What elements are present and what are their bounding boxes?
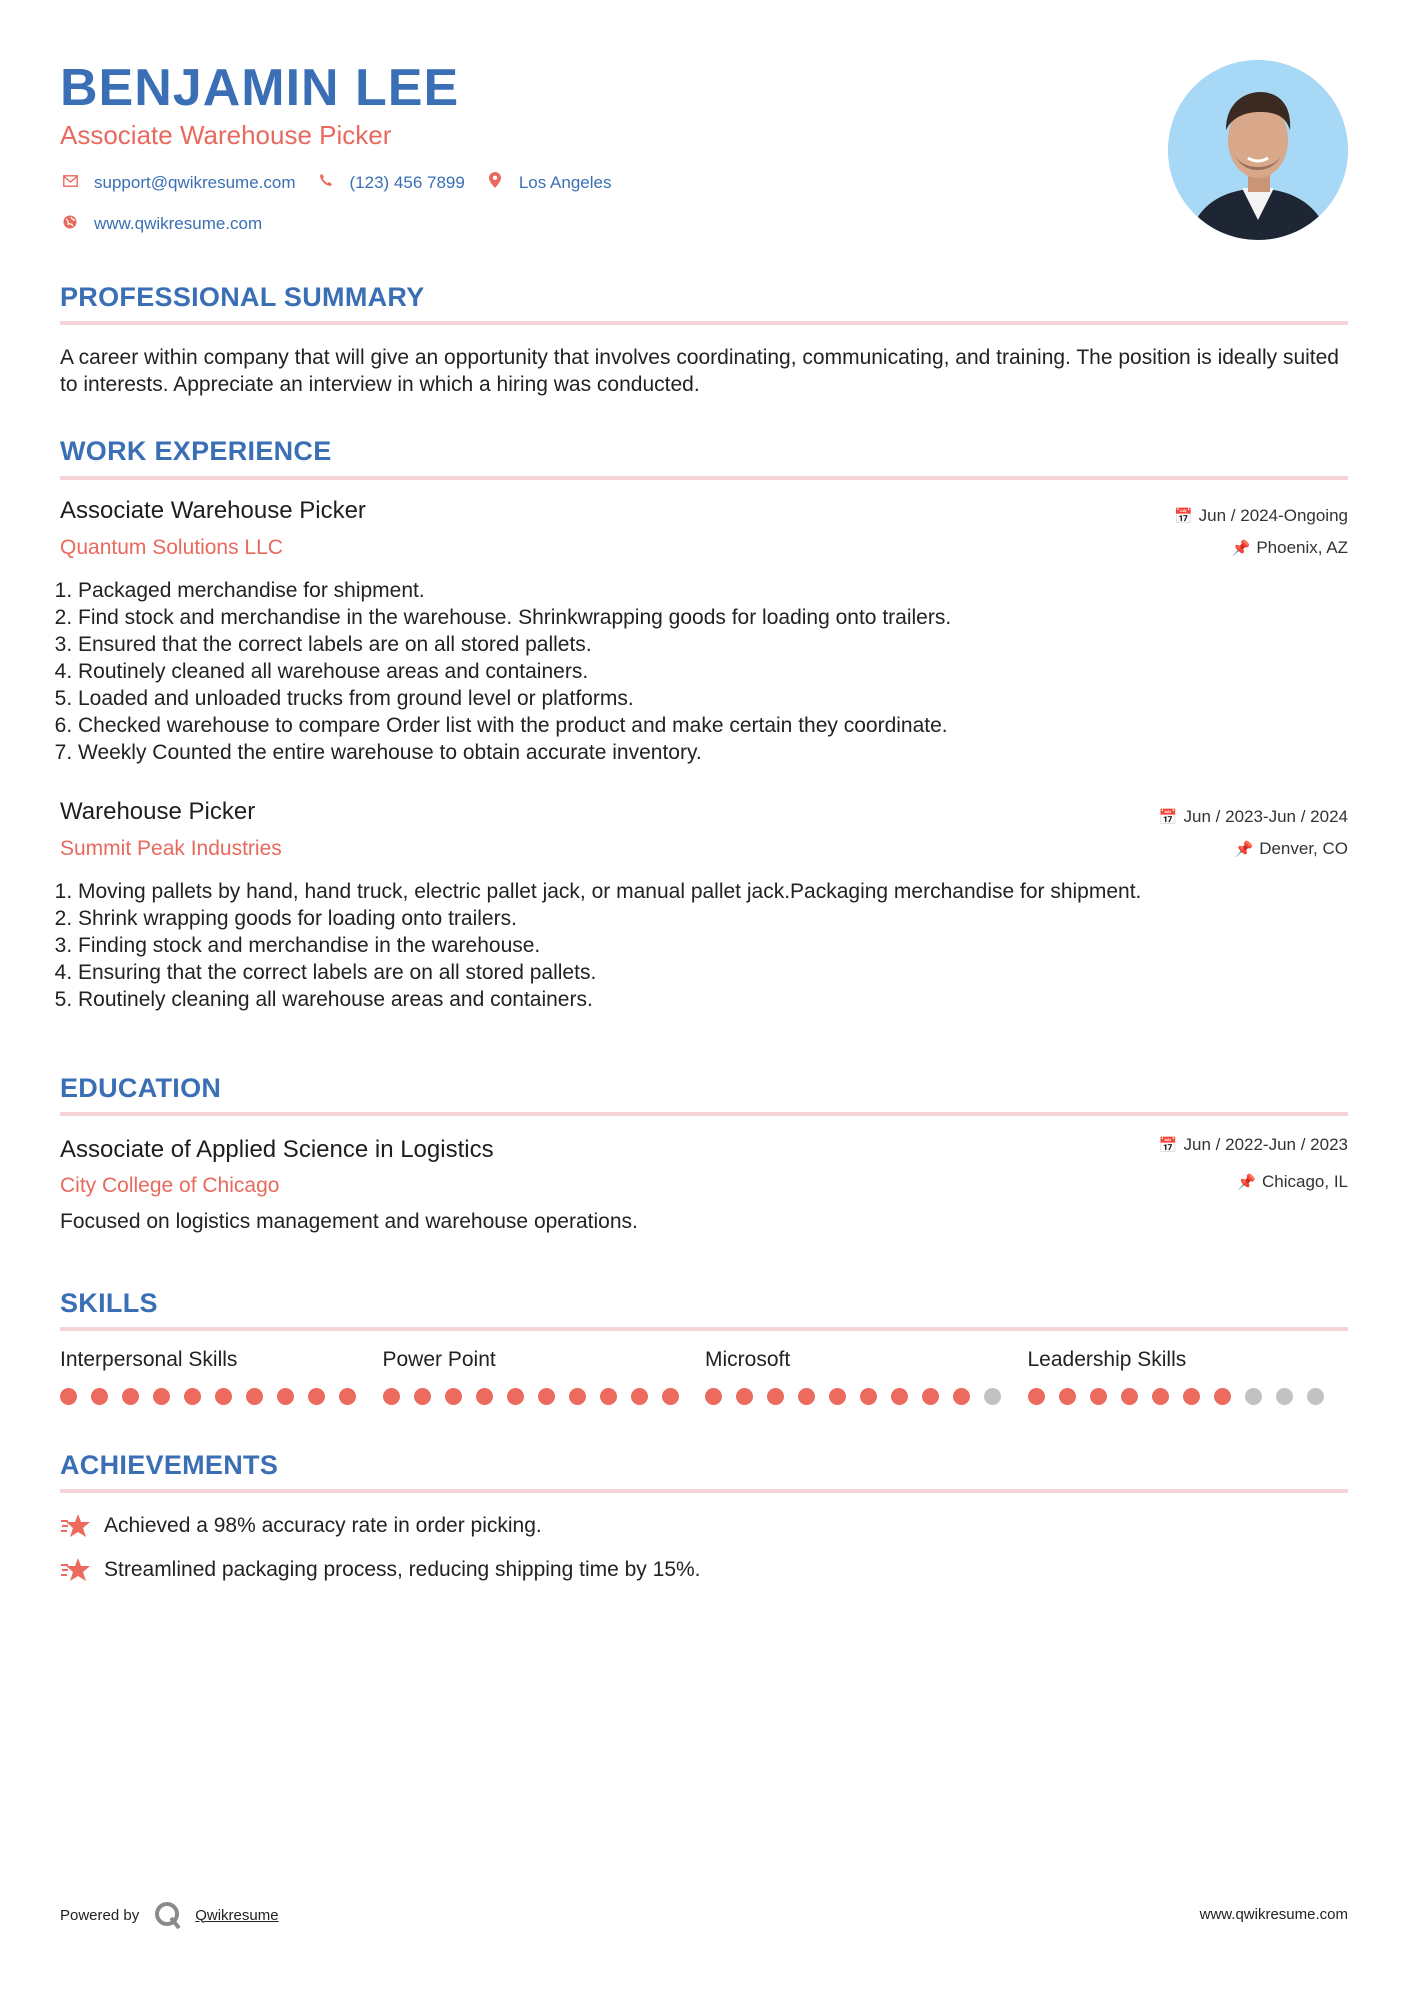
list-item: 7. Weekly Counted the entire warehouse to obtain accurate inventory.: [78, 739, 1368, 766]
education-location: [1237, 1172, 1348, 1192]
skill-item: [705, 1348, 1028, 1405]
rating-dot-filled: [538, 1388, 555, 1405]
achievement-text: Streamlined packaging process, reducing shipping time by 15%.: [104, 1558, 701, 1581]
website-text: www.qwikresume.com: [94, 214, 263, 233]
phone-text: (123) 456 7899: [349, 172, 465, 192]
rating-dot-empty: [984, 1388, 1001, 1405]
phone-icon: [316, 173, 336, 192]
skill-name: Microsoft: [705, 1348, 791, 1371]
powered-by-label: Powered by: [60, 1906, 140, 1924]
list-item: 3. Ensured that the correct labels are on all stored pallets.: [78, 631, 1368, 658]
skills-list: [60, 1348, 1350, 1405]
skill-rating: [60, 1388, 383, 1405]
list-item: 1. Moving pallets by hand, hand truck, electric pallet jack, or manual pallet jack.Packaging merchandise for shipment.: [78, 878, 1368, 905]
rating-dot-filled: [891, 1388, 908, 1405]
pushpin-icon: 📌: [1234, 841, 1254, 858]
job-2-location-text: Denver, CO: [1259, 839, 1348, 858]
rating-dot-filled: [953, 1388, 970, 1405]
footer-powered-by: [60, 1900, 279, 1930]
rating-dot-filled: [339, 1388, 356, 1405]
globe-icon: [60, 215, 80, 234]
achievements-divider: [60, 1489, 1348, 1493]
job-2-title: Warehouse Picker: [60, 798, 256, 825]
skill-rating: [1028, 1388, 1351, 1405]
list-item: 3. Finding stock and merchandise in the warehouse.: [78, 932, 1368, 959]
calendar-icon: 📅: [1158, 1137, 1178, 1154]
list-item: 2. Shrink wrapping goods for loading onto trailers.: [78, 905, 1368, 932]
rating-dot-filled: [414, 1388, 431, 1405]
job-1-dates-text: Jun / 2024-Ongoing: [1198, 506, 1348, 525]
contact-location: [485, 172, 612, 193]
rating-dot-empty: [1307, 1388, 1324, 1405]
skills-heading: SKILLS: [60, 1288, 158, 1318]
achievement-item: [60, 1512, 542, 1540]
skill-item: [1028, 1348, 1351, 1405]
list-item: 2. Find stock and merchandise in the warehouse. Shrinkwrapping goods for loading onto trailers.: [78, 604, 1368, 631]
calendar-icon: 📅: [1158, 809, 1178, 826]
rating-dot-filled: [1121, 1388, 1138, 1405]
contact-phone[interactable]: [316, 173, 465, 193]
rating-dot-filled: [1152, 1388, 1169, 1405]
rating-dot-filled: [383, 1388, 400, 1405]
rating-dot-filled: [277, 1388, 294, 1405]
rating-dot-filled: [246, 1388, 263, 1405]
achievement-item: [60, 1556, 701, 1584]
contact-email[interactable]: [60, 173, 296, 193]
rating-dot-filled: [922, 1388, 939, 1405]
skill-rating: [705, 1388, 1028, 1405]
rating-dot-filled: [507, 1388, 524, 1405]
job-1-dates: [1174, 506, 1348, 526]
candidate-name: BENJAMIN LEE: [60, 59, 460, 117]
summary-text: A career within company that will give an opportunity that involves coordinating, communicating, and training. The position is ideally suited to interests. Appreciate an interview in which a hiring was conducted.: [60, 346, 1339, 396]
education-location-text: Chicago, IL: [1262, 1172, 1348, 1191]
education-divider: [60, 1112, 1348, 1116]
experience-divider: [60, 476, 1348, 480]
rating-dot-filled: [705, 1388, 722, 1405]
list-item: 4. Routinely cleaned all warehouse areas and containers.: [78, 658, 1368, 685]
pushpin-icon: 📌: [1231, 540, 1251, 557]
calendar-icon: 📅: [1173, 508, 1193, 525]
job-2-dates-text: Jun / 2023-Jun / 2024: [1183, 807, 1348, 826]
summary-divider: [60, 321, 1348, 325]
qwikresume-logo-icon: [153, 1900, 183, 1930]
skill-name: Leadership Skills: [1027, 1348, 1187, 1371]
education-heading: EDUCATION: [60, 1073, 222, 1103]
list-item: 5. Loaded and unloaded trucks from ground level or platforms.: [78, 685, 1368, 712]
job-1-title: Associate Warehouse Picker: [60, 497, 366, 524]
footer-url[interactable]: www.qwikresume.com: [1199, 1906, 1348, 1923]
map-pin-icon: [485, 172, 505, 193]
contact-row-2: [60, 214, 282, 234]
candidate-role: Associate Warehouse Picker: [60, 120, 392, 150]
list-item: 5. Routinely cleaning all warehouse areas and containers.: [78, 986, 1368, 1013]
job-2-location: [1235, 839, 1349, 859]
rating-dot-filled: [798, 1388, 815, 1405]
education-dates: [1159, 1135, 1348, 1155]
rating-dot-filled: [1028, 1388, 1045, 1405]
rating-dot-filled: [308, 1388, 325, 1405]
contact-row-1: [60, 172, 631, 193]
rating-dot-filled: [91, 1388, 108, 1405]
list-item: 1. Packaged merchandise for shipment.: [78, 577, 1368, 604]
location-text: Los Angeles: [518, 172, 612, 192]
job-1-company: Quantum Solutions LLC: [60, 536, 283, 559]
rating-dot-filled: [569, 1388, 586, 1405]
rating-dot-empty: [1276, 1388, 1293, 1405]
rating-dot-filled: [184, 1388, 201, 1405]
rating-dot-filled: [631, 1388, 648, 1405]
rating-dot-filled: [662, 1388, 679, 1405]
rating-dot-filled: [215, 1388, 232, 1405]
skill-rating: [383, 1388, 706, 1405]
rating-dot-filled: [600, 1388, 617, 1405]
rating-dot-filled: [122, 1388, 139, 1405]
achievements-heading: ACHIEVEMENTS: [60, 1450, 279, 1480]
rating-dot-filled: [445, 1388, 462, 1405]
skill-name: Power Point: [382, 1348, 496, 1371]
list-item: 4. Ensuring that the correct labels are on all stored pallets.: [78, 959, 1368, 986]
skills-divider: [60, 1327, 1348, 1331]
skill-item: [383, 1348, 706, 1405]
profile-photo: [1168, 60, 1348, 240]
email-text: support@qwikresume.com: [94, 172, 296, 192]
envelope-icon: [60, 174, 80, 192]
experience-heading: WORK EXPERIENCE: [60, 436, 332, 466]
job-2-duties: [60, 878, 1368, 1013]
education-dates-text: Jun / 2022-Jun / 2023: [1183, 1135, 1348, 1154]
job-1-duties: [60, 577, 1368, 766]
job-1-location-text: Phoenix, AZ: [1256, 538, 1348, 557]
list-item: 6. Checked warehouse to compare Order list with the product and make certain they coordinate.: [78, 712, 1368, 739]
job-2-company: Summit Peak Industries: [60, 837, 282, 860]
rating-dot-empty: [1245, 1388, 1262, 1405]
star-icon: [60, 1556, 92, 1584]
brand-link[interactable]: Qwikresume: [195, 1906, 279, 1924]
rating-dot-filled: [829, 1388, 846, 1405]
education-description: Focused on logistics management and warehouse operations.: [60, 1210, 638, 1233]
rating-dot-filled: [1214, 1388, 1231, 1405]
rating-dot-filled: [767, 1388, 784, 1405]
rating-dot-filled: [153, 1388, 170, 1405]
rating-dot-filled: [60, 1388, 77, 1405]
education-school: City College of Chicago: [60, 1174, 280, 1197]
rating-dot-filled: [1059, 1388, 1076, 1405]
education-degree: Associate of Applied Science in Logistics: [60, 1136, 494, 1163]
rating-dot-filled: [476, 1388, 493, 1405]
rating-dot-filled: [860, 1388, 877, 1405]
skill-name: Interpersonal Skills: [60, 1348, 238, 1371]
job-1-location: [1232, 538, 1348, 558]
star-icon: [60, 1512, 92, 1540]
rating-dot-filled: [1183, 1388, 1200, 1405]
rating-dot-filled: [1090, 1388, 1107, 1405]
achievement-text: Achieved a 98% accuracy rate in order picking.: [104, 1514, 542, 1537]
pushpin-icon: 📌: [1237, 1174, 1256, 1191]
contact-website[interactable]: [60, 214, 262, 234]
summary-heading: PROFESSIONAL SUMMARY: [60, 282, 425, 312]
skill-item: [60, 1348, 383, 1405]
rating-dot-filled: [736, 1388, 753, 1405]
job-2-dates: [1159, 807, 1348, 827]
